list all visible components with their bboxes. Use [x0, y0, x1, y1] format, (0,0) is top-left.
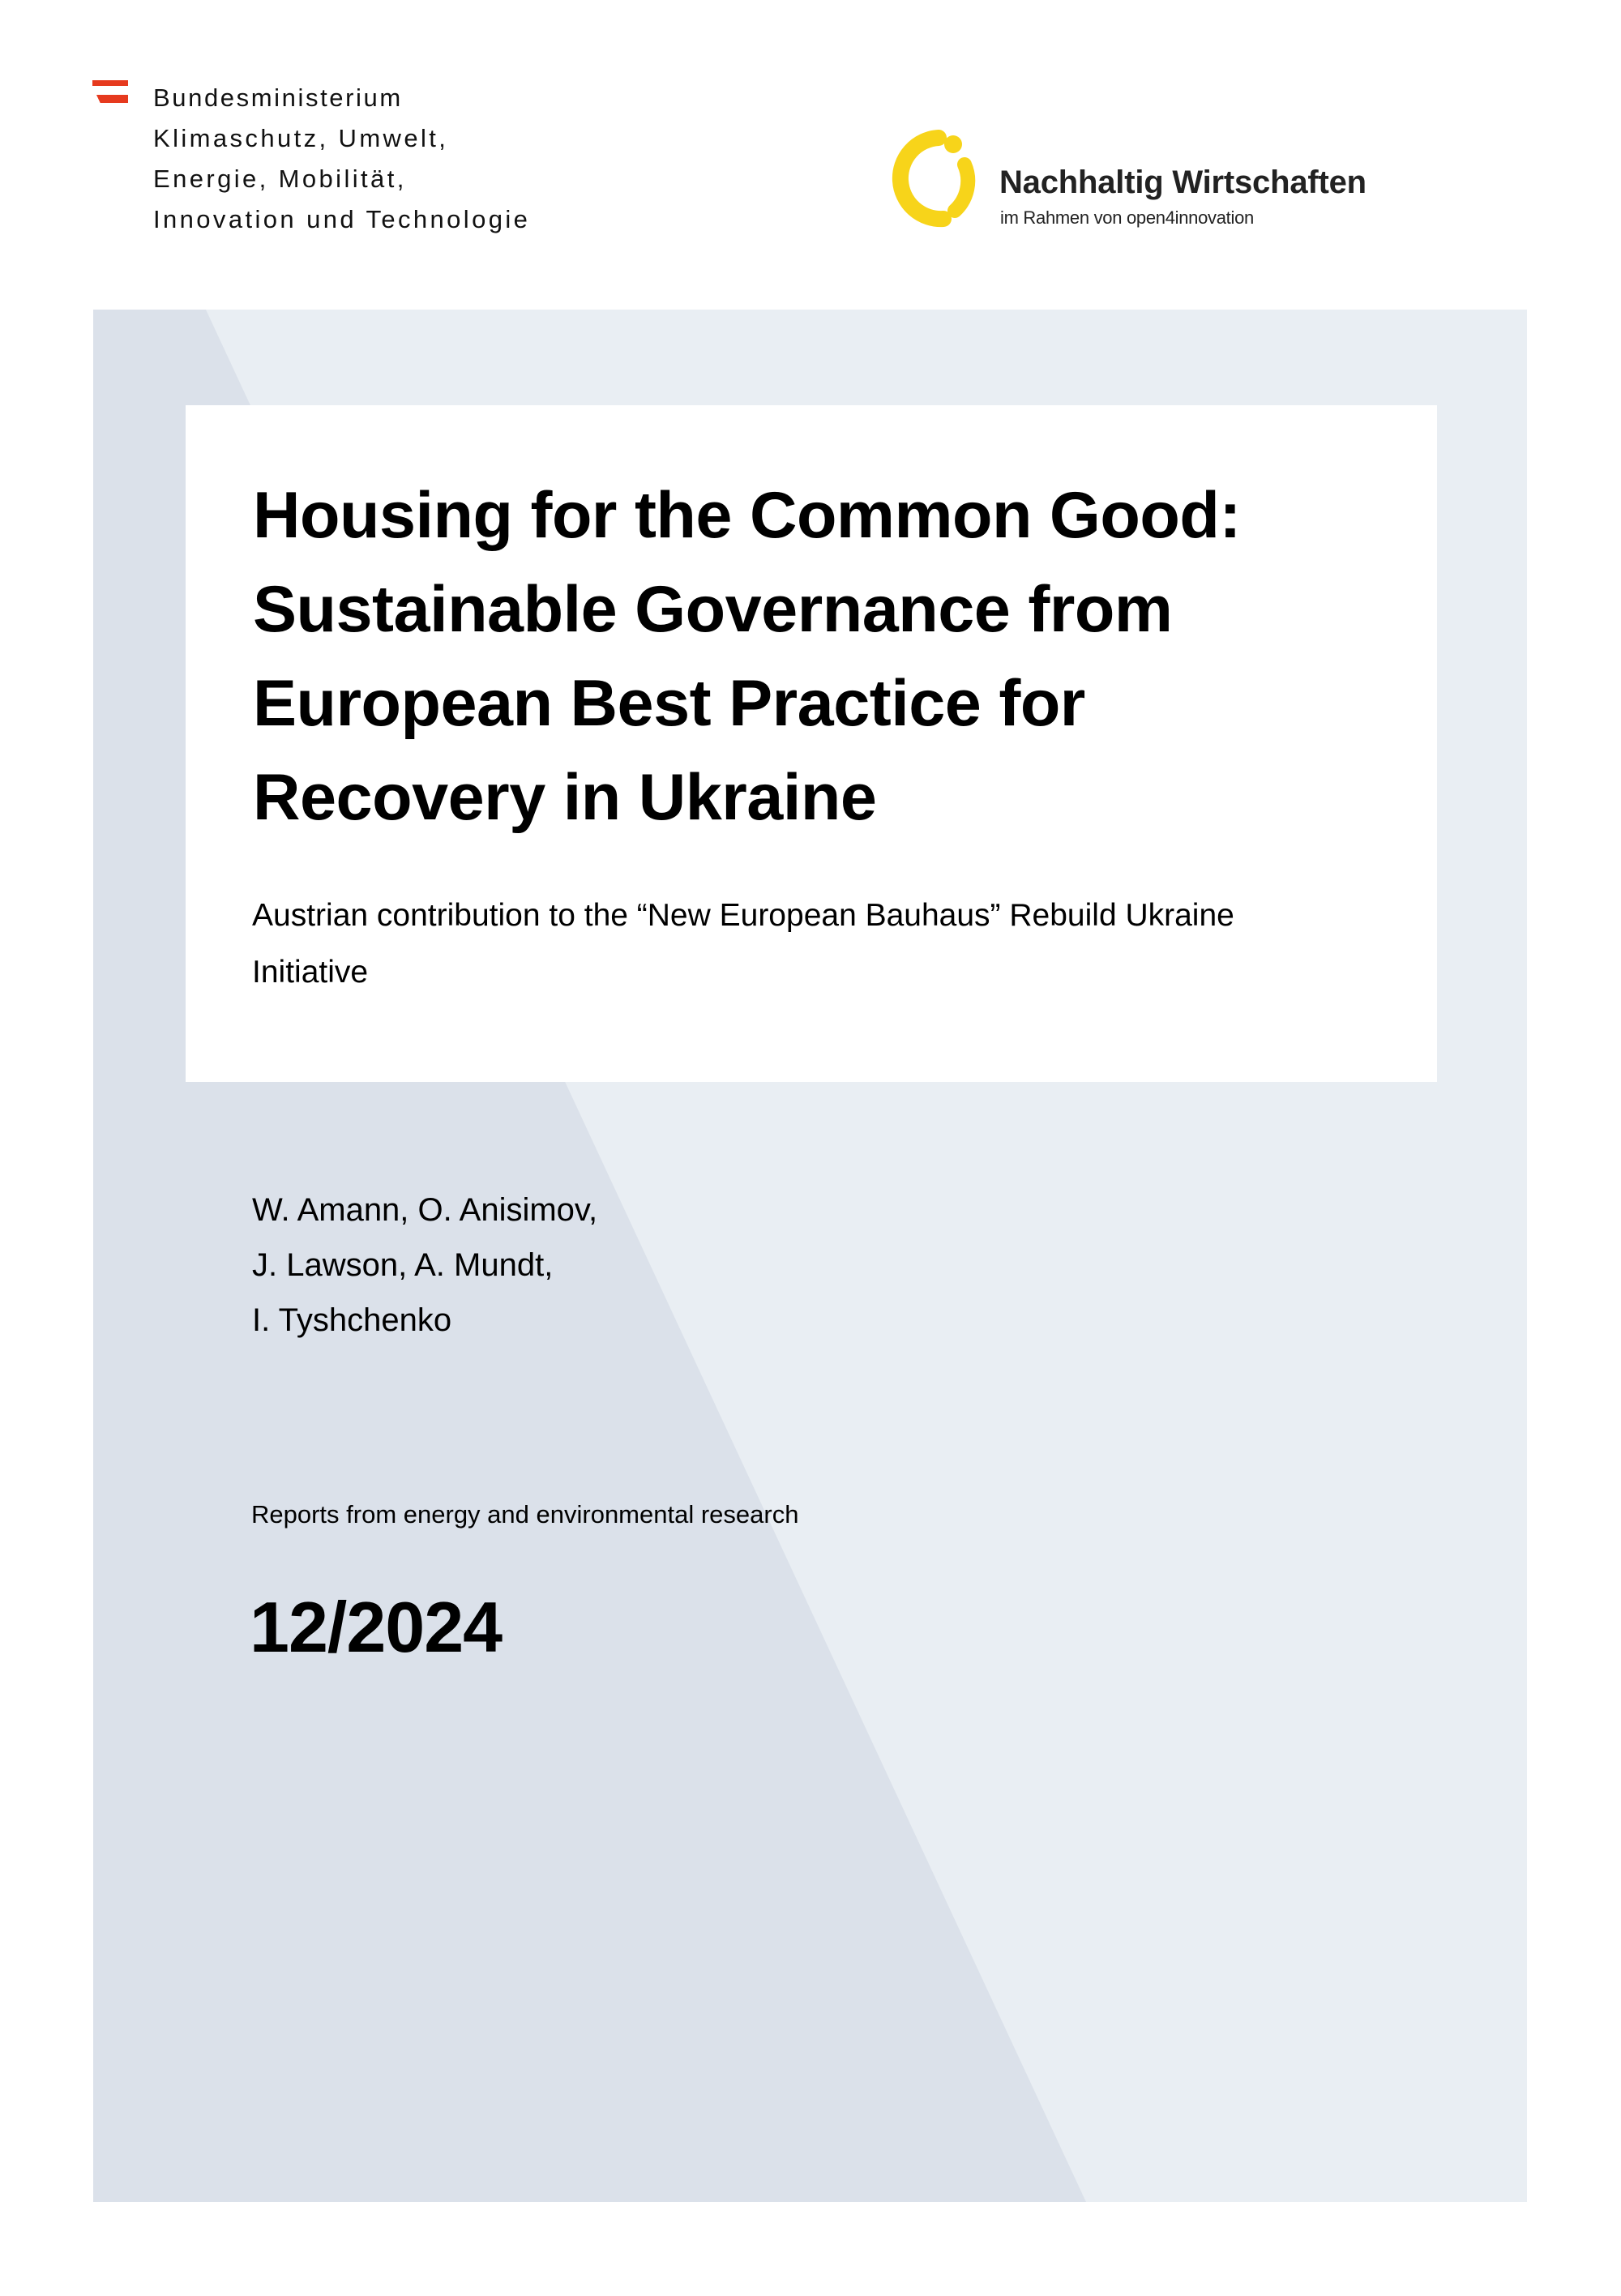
ministry-line: Energie, Mobilität,	[153, 165, 407, 193]
title-line: Sustainable Governance from	[253, 573, 1173, 646]
program-logo-title: Nachhaltig Wirtschaften	[999, 165, 1367, 200]
author-line: I. Tyshchenko	[252, 1302, 452, 1338]
subtitle-line: Austrian contribution to the “New European Bauhaus” Rebuild Ukraine	[252, 898, 1234, 933]
ministry-line: Innovation und Technologie	[153, 205, 531, 233]
title-line: Recovery in Ukraine	[253, 761, 877, 834]
ministry-logo-text	[153, 78, 530, 240]
ministry-line: Klimaschutz, Umwelt,	[153, 124, 449, 152]
author-line: W. Amann, O. Anisimov,	[252, 1192, 598, 1228]
author-list	[252, 1182, 597, 1348]
report-series: Reports from energy and environmental research	[251, 1500, 799, 1529]
title-line: European Best Practice for	[253, 667, 1085, 740]
program-logo-subtitle: im Rahmen von open4innovation	[1000, 207, 1254, 228]
subtitle-line: Initiative	[252, 955, 369, 990]
austrian-flag-icon	[92, 80, 128, 86]
report-subtitle	[252, 887, 1234, 1001]
author-line: J. Lawson, A. Mundt,	[252, 1247, 554, 1283]
ministry-line: Bundesministerium	[153, 83, 403, 112]
issue-number: 12/2024	[250, 1587, 503, 1667]
report-title	[253, 468, 1241, 844]
austrian-flag-icon-lower-bar	[96, 95, 128, 103]
open4innovation-ring-icon	[890, 128, 992, 230]
title-line: Housing for the Common Good:	[253, 479, 1241, 552]
